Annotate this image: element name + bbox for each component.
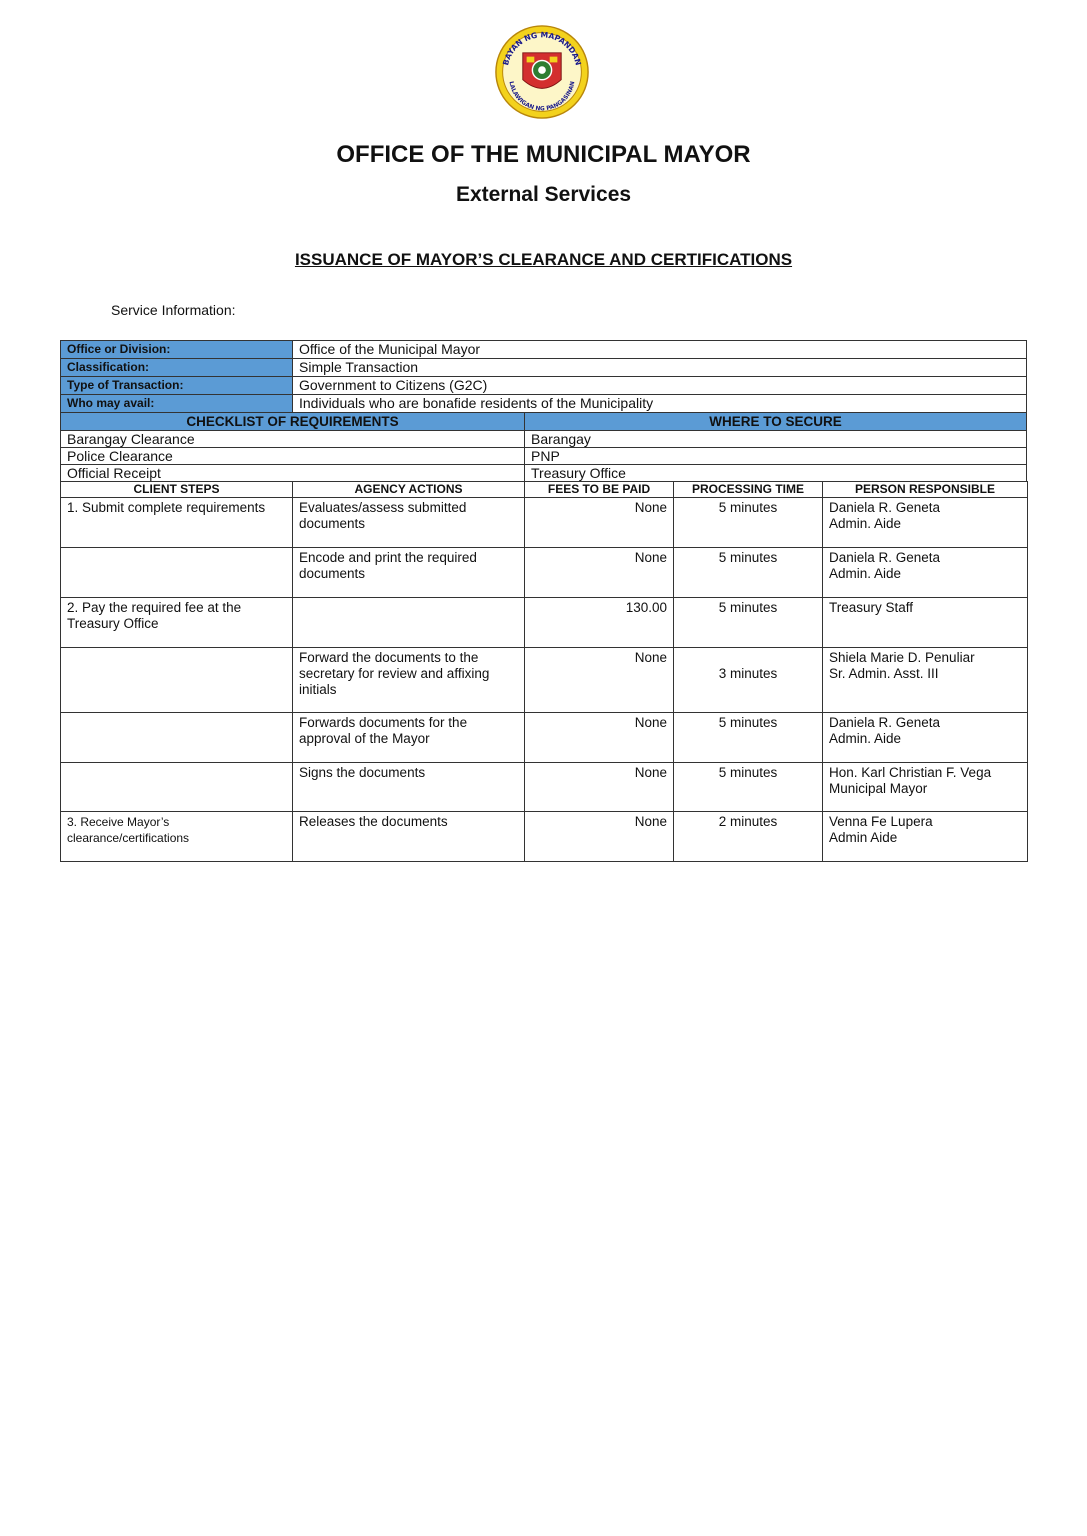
person-responsible [823,812,1028,862]
agency-action: Evaluates/assess submitted documents [293,498,525,548]
svg-text:LALAWIGAN NG PANGASINAN: LALAWIGAN NG PANGASINAN [507,80,577,113]
processing-time: 5 minutes [674,713,823,763]
agency-action: Releases the documents [293,812,525,862]
table-row [61,548,1028,598]
info-value: Simple Transaction [293,359,1027,377]
processing-time: 5 minutes [674,548,823,598]
agency-action: Signs the documents [293,763,525,812]
agency-action: Forward the documents to the secretary for review and affixing initials [293,648,525,713]
steps-header-row [61,482,1028,498]
service-info-table [60,340,1027,482]
table-row [61,713,1028,763]
requirement-row [61,465,1027,482]
requirement-item: Official Receipt [61,465,525,482]
requirement-row [61,431,1027,448]
column-header: PROCESSING TIME [674,482,823,498]
info-value: Individuals who are bonafide residents of the Municipality [293,395,1027,413]
person-responsible [823,648,1028,713]
person-name: Venna Fe Lupera [829,814,933,829]
client-step [61,548,293,598]
person-name: Daniela R. Geneta [829,715,941,730]
info-label: Type of Transaction: [61,377,293,395]
client-step: 2. Pay the required fee at the Treasury Office [61,598,293,648]
fee: 130.00 [525,598,674,648]
person-name: Treasury Staff [829,600,914,615]
client-step [61,763,293,812]
column-header: FEES TO BE PAID [525,482,674,498]
info-label: Classification: [61,359,293,377]
info-row [61,359,1027,377]
processing-time: 2 minutes [674,812,823,862]
processing-time: 3 minutes [674,648,823,713]
person-responsible [823,598,1028,648]
info-row [61,395,1027,413]
table-row [61,598,1028,648]
processing-time: 5 minutes [674,763,823,812]
info-row [61,377,1027,395]
requirement-row [61,448,1027,465]
service-title: ISSUANCE OF MAYOR’S CLEARANCE AND CERTIFICATIONS [294,250,793,269]
fee: None [525,548,674,598]
processing-time: 5 minutes [674,498,823,548]
requirement-source: Treasury Office [525,465,1027,482]
fee: None [525,763,674,812]
info-label: Office or Division: [61,341,293,359]
checklist-header: CHECKLIST OF REQUIREMENTS [61,413,525,431]
person-role: Admin. Aide [829,516,902,531]
client-step [61,713,293,763]
fee: None [525,812,674,862]
table-row [61,498,1028,548]
person-name: Daniela R. Geneta [829,500,941,515]
person-responsible [823,548,1028,598]
column-header: PERSON RESPONSIBLE [823,482,1028,498]
where-to-secure-header: WHERE TO SECURE [525,413,1027,431]
client-step [61,648,293,713]
requirement-item: Barangay Clearance [61,431,525,448]
table-row [61,648,1028,713]
fee: None [525,648,674,713]
person-name: Shiela Marie D. Penuliar [829,650,975,665]
requirement-source: PNP [525,448,1027,465]
person-role: Admin. Aide [829,731,902,746]
info-value: Government to Citizens (G2C) [293,377,1027,395]
person-role: Sr. Admin. Asst. III [829,666,939,681]
column-header: AGENCY ACTIONS [293,482,525,498]
agency-action: Forwards documents for the approval of the Mayor [293,713,525,763]
info-row [61,341,1027,359]
person-role: Municipal Mayor [829,781,928,796]
table-row [61,763,1028,812]
person-role: Admin. Aide [829,566,902,581]
svg-text:BAYAN NG MAPANDAN: BAYAN NG MAPANDAN [501,30,583,67]
person-name: Daniela R. Geneta [829,550,941,565]
process-steps-table [60,481,1028,862]
service-info-label: Service Information: [111,302,236,318]
fee: None [525,713,674,763]
person-responsible [823,498,1028,548]
info-value: Office of the Municipal Mayor [293,341,1027,359]
fee: None [525,498,674,548]
table-row [61,812,1028,862]
person-name: Hon. Karl Christian F. Vega [829,765,992,780]
person-responsible [823,763,1028,812]
requirement-item: Police Clearance [61,448,525,465]
office-title: OFFICE OF THE MUNICIPAL MAYOR [336,141,751,168]
municipal-seal-logo [494,24,590,120]
requirement-source: Barangay [525,431,1027,448]
processing-time: 5 minutes [674,598,823,648]
requirements-header-row [61,413,1027,431]
page-subtitle: External Services [455,183,632,206]
column-header: CLIENT STEPS [61,482,293,498]
person-role: Admin Aide [829,830,898,845]
agency-action: Encode and print the required documents [293,548,525,598]
client-step: 1. Submit complete requirements [61,498,293,548]
client-step: 3. Receive Mayor’s clearance/certifications [61,812,293,862]
agency-action [293,598,525,648]
info-label: Who may avail: [61,395,293,413]
person-responsible [823,713,1028,763]
